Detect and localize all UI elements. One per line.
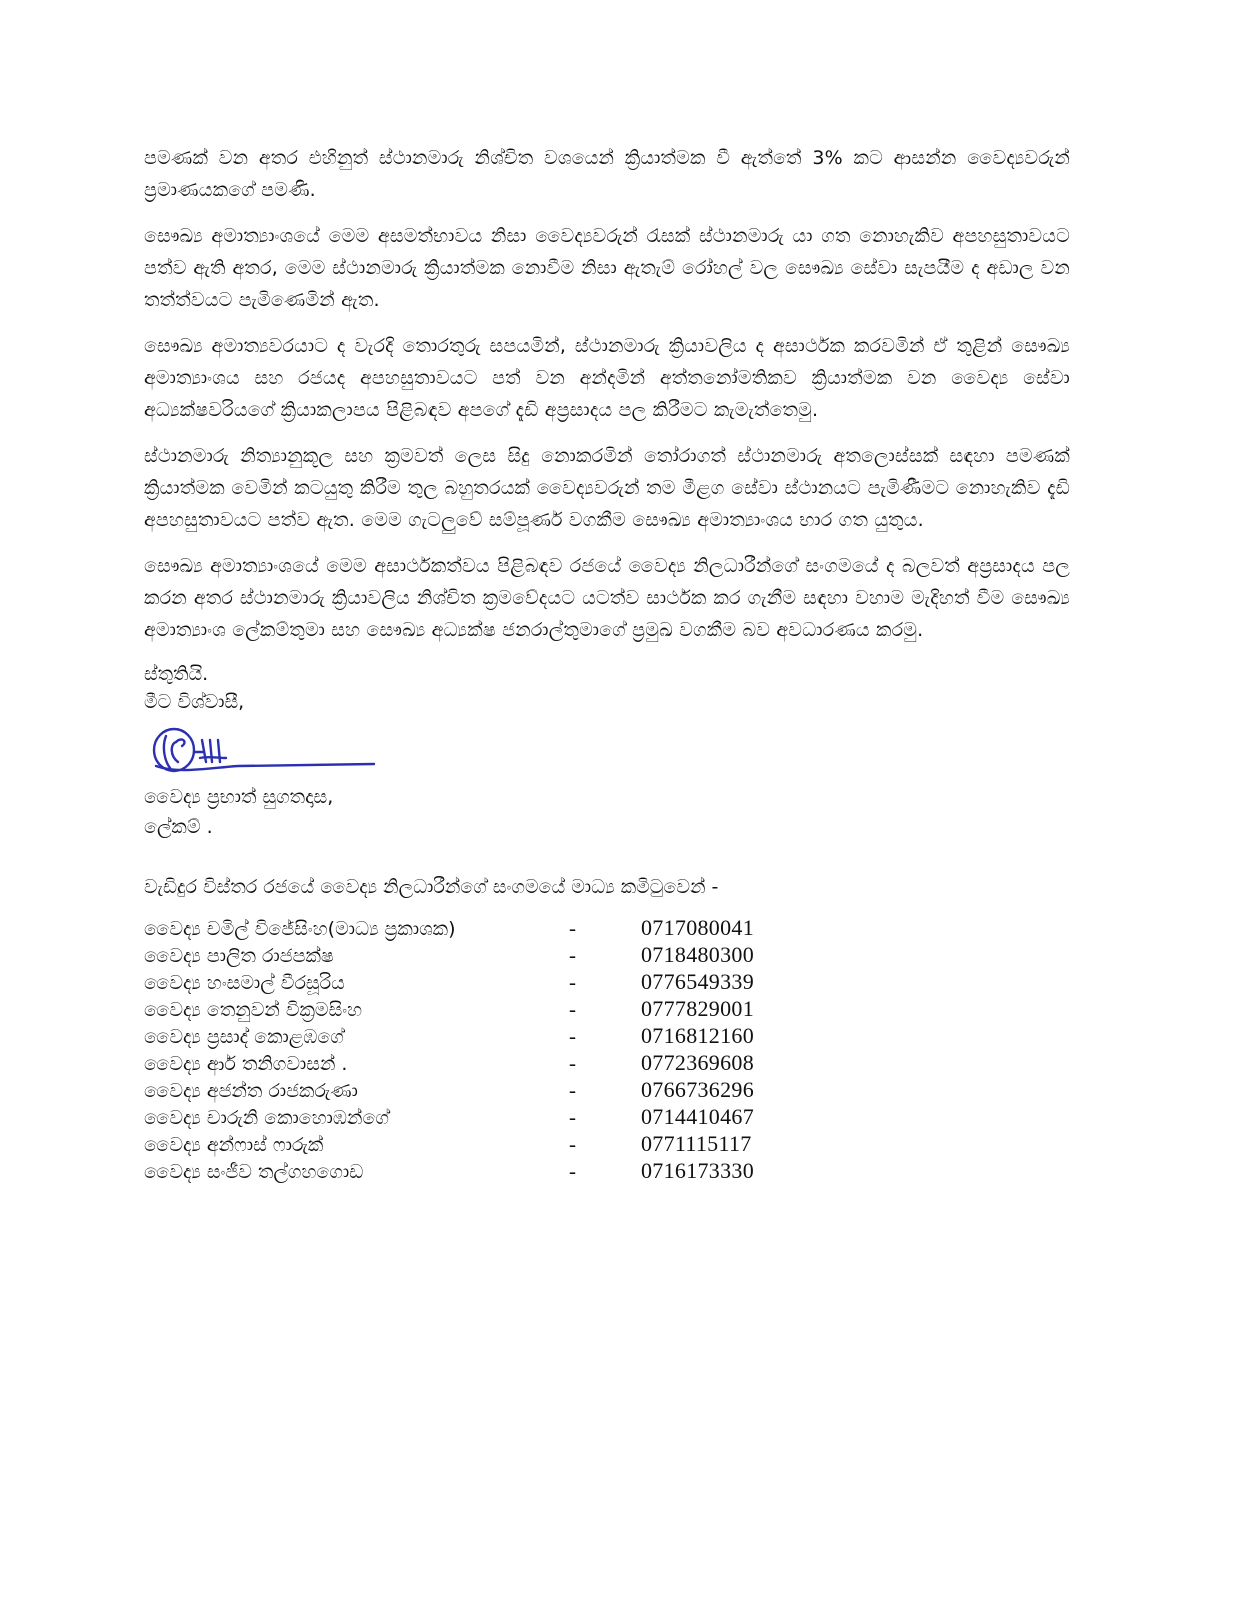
contact-name: වෛද්‍ය සංජීව තල්ගහගොඩ bbox=[144, 1161, 364, 1183]
contact-separator: - bbox=[569, 970, 576, 994]
contact-separator: - bbox=[569, 1051, 576, 1075]
contact-phone: 0716173330 bbox=[641, 1158, 754, 1183]
closing-block bbox=[144, 660, 1070, 716]
contact-name: වෛද්‍ය ආර් තනිගවාසන් . bbox=[144, 1053, 348, 1075]
contact-phone: 0777829001 bbox=[641, 996, 754, 1021]
contact-phone: 0717080041 bbox=[641, 915, 754, 940]
contact-row bbox=[144, 1076, 784, 1103]
contact-row bbox=[144, 1022, 784, 1049]
contact-phone: 0714410467 bbox=[641, 1104, 754, 1129]
contact-row bbox=[144, 995, 784, 1022]
contact-name: වෛද්‍ය තෙනුවන් වික්‍රමසිංහ bbox=[144, 999, 363, 1021]
contact-separator: - bbox=[569, 1159, 576, 1183]
contact-separator: - bbox=[569, 1105, 576, 1129]
contact-row bbox=[144, 1049, 784, 1076]
contact-phone: 0772369608 bbox=[641, 1050, 754, 1075]
sign-off-text: මීට විශ්වාසී, bbox=[144, 691, 245, 713]
contact-phone: 0776549339 bbox=[641, 969, 754, 994]
contact-list bbox=[144, 914, 784, 1184]
contact-separator: - bbox=[569, 916, 576, 940]
signature-image bbox=[148, 722, 388, 782]
paragraph-3: සෞඛ්‍ය අමාත්‍යවරයාට ද වැරදි තොරතුරු සපයමින්, ස්ථානමාරු ක්‍රියාවලිය ද අසාර්ථක කරවමින් ඒ තුළින් සෞඛ්‍ය අමාත්‍යාංශය සහ රජයද අපහසුතාවයට පත් වන අන්දමින් අත්තනෝමතිකව ක්‍රියාත්මක වන වෛද්‍ය සේවා අධ්‍යක්ෂවරියගේ ක්‍රියාකලාපය පිළිබඳව අපගේ දැඩි අප්‍රසාදය පල කිරීමට කැමැත්තෙමු. bbox=[144, 335, 1070, 421]
contact-name: වෛද්‍ය අජන්ත රාජකරුණා bbox=[144, 1080, 358, 1102]
signer-name: වෛද්‍ය ප්‍රභාත් සුගතදාස, bbox=[144, 786, 334, 808]
contact-row bbox=[144, 1103, 784, 1130]
signer-block bbox=[144, 782, 1070, 842]
contact-separator: - bbox=[569, 1024, 576, 1048]
committee-title: වැඩිදුර විස්තර රජයේ වෛද්‍ය නිලධාරීන්ගේ සංගමයේ මාධ්‍ය කමිටුවෙන් - bbox=[144, 876, 719, 898]
contact-name: වෛද්‍ය ප්‍රසාද් කොළඹගේ bbox=[144, 1026, 344, 1048]
contact-row bbox=[144, 914, 784, 941]
letter-page bbox=[144, 142, 1070, 1184]
contact-row bbox=[144, 1157, 784, 1184]
contact-name: වෛද්‍ය හංසමාල් වීරසූරිය bbox=[144, 972, 345, 994]
contact-phone: 0766736296 bbox=[641, 1077, 754, 1102]
paragraph-2: සෞඛ්‍ය අමාත්‍යාංශයේ මෙම අසමත්භාවය නිසා වෛද්‍යවරුන් රැසක් ස්ථානමාරු යා ගත නොහැකිව අපහසුතාවයට පත්ව ඇති අතර, මෙම ස්ථානමාරු ක්‍රියාත්මක නොවීම නිසා ඇතැම් රෝහල් වල සෞඛ්‍ය සේවා සැපයීම ද අඩාල වන තත්ත්වයට පැමිණෙමින් ඇත. bbox=[144, 225, 1070, 311]
paragraph-4: ස්ථානමාරු නිත්‍යානුකූල සහ ක්‍රමවත් ලෙස සිදු නොකරමින් තෝරාගත් ස්ථානමාරු අතලොස්සක් සඳහා පමණක් ක්‍රියාත්මක වෙමින් කටයුතු කිරීම තුල බහුතරයක් වෛද්‍යවරුන් තම මීළග සේවා ස්ථානයට පැමිණීමට නොහැකිව දැඩි අපහසුතාවයට පත්ව ඇත. මෙම ගැටලුවේ සම්පූර්ණ වගකීම සෞඛ්‍ය අමාත්‍යාංශය භාර ගත යුතුය. bbox=[144, 445, 1070, 531]
contact-phone: 0718480300 bbox=[641, 942, 754, 967]
contact-name: වෛද්‍ය චමිල් විජේසිංහ(මාධ්‍ය ප්‍රකාශක) bbox=[144, 918, 456, 940]
contact-row bbox=[144, 968, 784, 995]
contact-name: වෛද්‍ය පාලිත රාජපක්ෂ bbox=[144, 945, 334, 967]
contact-separator: - bbox=[569, 1078, 576, 1102]
contact-phone: 0771115117 bbox=[641, 1131, 752, 1156]
contact-phone: 0716812160 bbox=[641, 1023, 754, 1048]
thanks-text: ස්තුතියි. bbox=[144, 663, 209, 685]
paragraph-1: පමණක් වන අතර එහිනුත් ස්ථානමාරු නිශ්චිත වශයෙන් ක්‍රියාත්මක වී ඇත්තේ 3% කට ආසන්න වෛද්‍යවරුන් ප්‍රමාණයකගේ පමණි. bbox=[144, 147, 1070, 201]
signature-icon bbox=[148, 722, 388, 782]
contact-row bbox=[144, 941, 784, 968]
contact-separator: - bbox=[569, 997, 576, 1021]
signer-title: ලේකම් . bbox=[144, 816, 213, 838]
paragraph-5: සෞඛ්‍ය අමාත්‍යාංශයේ මෙම අසාර්ථකත්වය පිළිබඳව රජයේ වෛද්‍ය නිලධාරීන්ගේ සංගමයේ ද බලවත් අප්‍රසාදය පල කරන අතර ස්ථානමාරු ක්‍රියාවලිය නිශ්චිත ක්‍රමවේදයට යටත්ව සාර්ථක කර ගැනීම සඳහා වහාම මැදිහත් වීම සෞඛ්‍ය අමාත්‍යාංශ ලේකම්තුමා සහ සෞඛ්‍ය අධ්‍යක්ෂ ජනරාල්තුමාගේ ප්‍රමුඛ වගකීම බව අවධාරණය කරමු. bbox=[144, 555, 1070, 641]
contact-row bbox=[144, 1130, 784, 1157]
contact-separator: - bbox=[569, 1132, 576, 1156]
contact-name: වෛද්‍ය චාරුනි කොහොඹන්ගේ bbox=[144, 1107, 389, 1129]
contact-name: වෛද්‍ය අන්ෆාස් ෆාරුක් bbox=[144, 1134, 324, 1156]
contact-separator: - bbox=[569, 943, 576, 967]
